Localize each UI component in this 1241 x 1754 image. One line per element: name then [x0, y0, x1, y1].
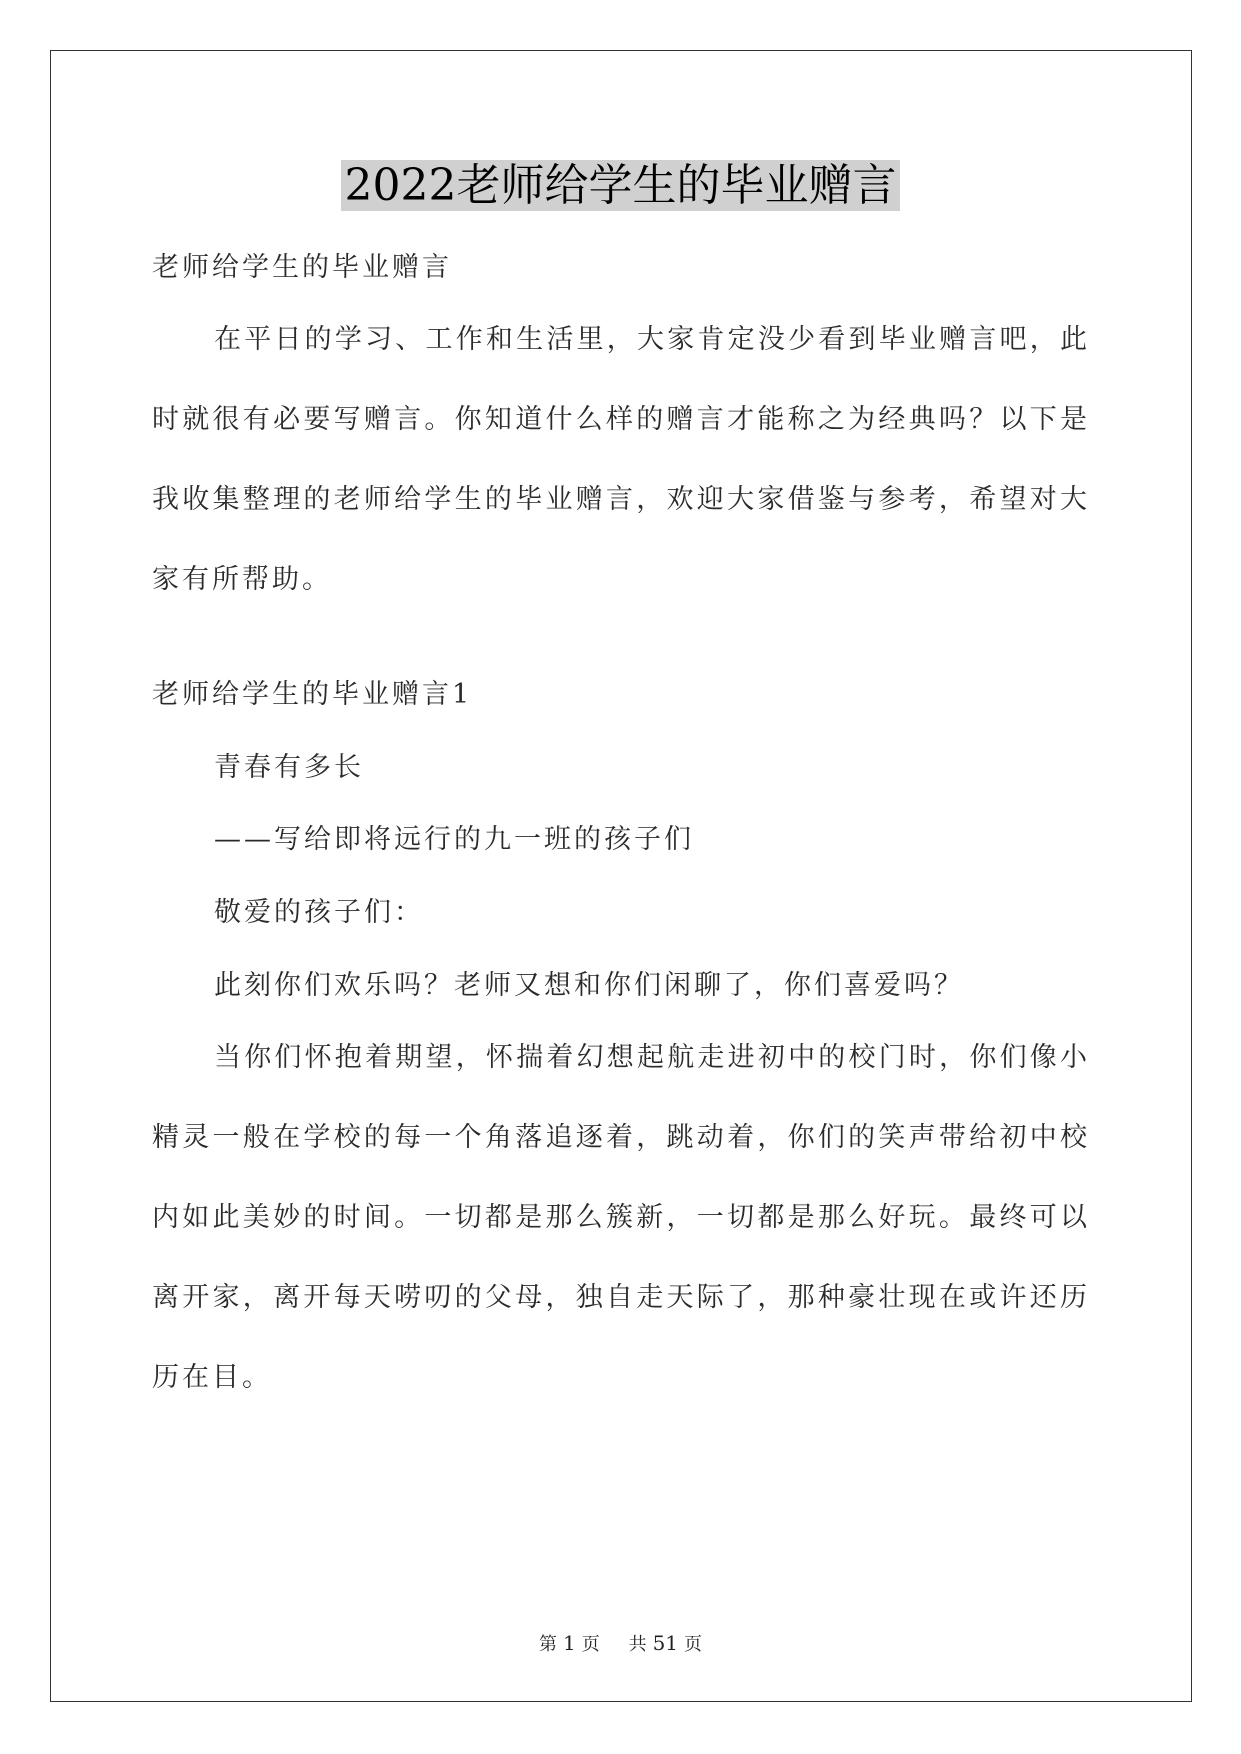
paragraph-memory: 当你们怀抱着期望，怀揣着幻想起航走进初中的校门时，你们像小精灵一般在学校的每一个角落追逐着，跳动着，你们的笑声带给初中校内如此美妙的时间。一切都是那么簇新，一切都是那么好玩。最终可以离开家，离开每天唠叨的父母，独自走天际了，那种豪壮现在或许还历历在目。 [152, 1042, 1090, 1393]
document-title-text: 2022老师给学生的毕业赠言 [341, 160, 901, 211]
section-heading-1: 老师给学生的毕业赠言1 [152, 679, 473, 710]
total-label-suffix: 页 [684, 1634, 703, 1655]
poem-subtitle: ——写给即将远行的九一班的孩子们 [214, 824, 694, 855]
page-number: 1 [562, 1631, 576, 1655]
section-heading: 老师给学生的毕业赠言 [152, 252, 452, 283]
document-title [0, 158, 1241, 214]
paragraph-question: 此刻你们欢乐吗？老师又想和你们闲聊了，你们喜爱吗？ [214, 970, 964, 1001]
page-label-prefix: 第 [538, 1634, 557, 1655]
page-label-suffix: 页 [581, 1634, 600, 1655]
poem-title: 青春有多长 [214, 752, 364, 783]
total-label-prefix: 共 [628, 1634, 647, 1655]
total-pages: 51 [652, 1631, 679, 1655]
intro-paragraph: 在平日的学习、工作和生活里，大家肯定没少看到毕业赠言吧，此时就很有必要写赠言。你知道什么样的赠言才能称之为经典吗？以下是我收集整理的老师给学生的毕业赠言，欢迎大家借鉴与参考，希望对大家有所帮助。 [152, 324, 1090, 595]
page-footer [0, 1630, 1241, 1656]
salutation: 敬爱的孩子们： [214, 897, 424, 928]
